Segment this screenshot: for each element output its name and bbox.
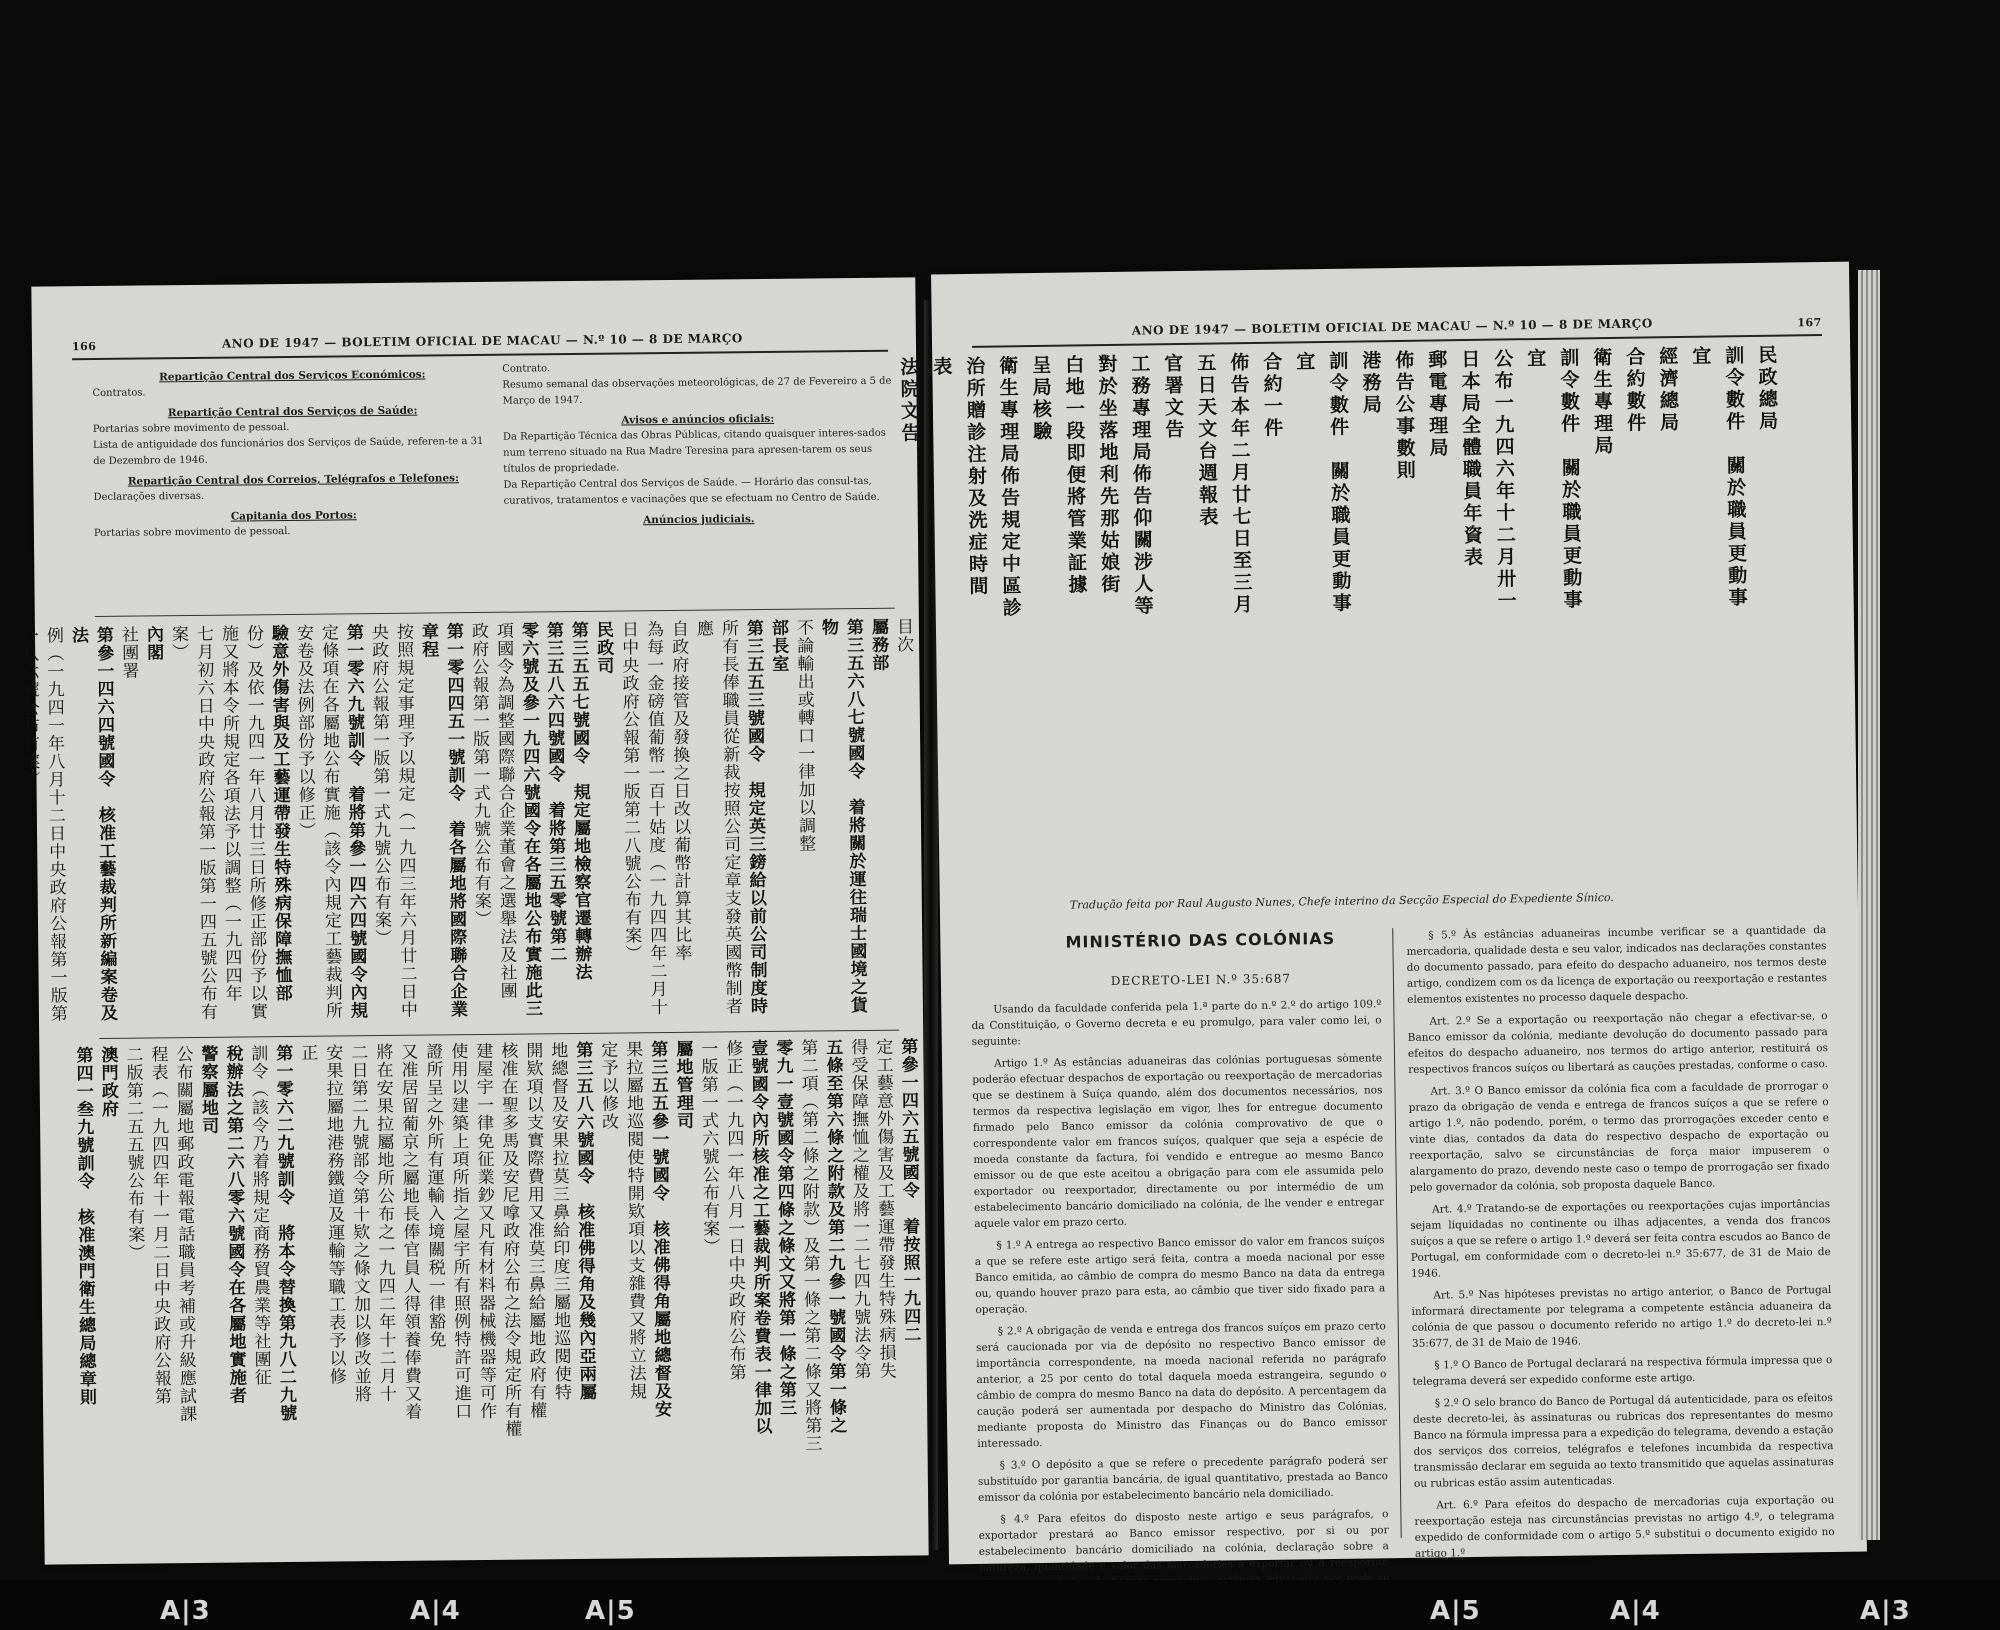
decree-title: DECRETO-LEI N.º 35:687: [1110, 971, 1292, 989]
page-edges: [1858, 270, 1880, 1540]
chinese-index-line: 核准在聖多馬及安尼嗱政府公布之法令規定所有權: [497, 1041, 522, 1438]
chinese-index-line: 地總督及安果拉莫三鼻給印度三屬地巡閱使特: [547, 1041, 572, 1402]
film-mark: A|5: [585, 1596, 636, 1626]
chinese-index-line: 定條項在各屬地公布實施（該令內規定工藝裁判所: [317, 623, 343, 1020]
summary-entry: Portarias sobre movimento de pessoal.: [92, 421, 290, 436]
chinese-index-line: 第三五五七號國令 規定屬地檢察官遷轉辦法: [567, 620, 592, 982]
decree-left-column: [971, 996, 1390, 1586]
chinese-index-line: 得受保障撫恤之權及將一二七四九號法令第: [847, 1037, 871, 1381]
chinese-index-line: 第四一叁九號訓令 核准澳門衛生總局總章則: [72, 1046, 97, 1407]
chinese-toc-line: 公布一九四六年十二月卅一: [1491, 348, 1517, 613]
chinese-index-line: 第三五八六號國令 核准佛得角及幾內亞兩屬: [572, 1040, 597, 1402]
decree-paragraph: § 1.º A entrega ao respectivo Banco emissor do valor em francos suíços a que se refere este artigo será feita, contra a moeda nacional por esse Banco emitida, ao câmbio de compra do mesmo Banco na data da entrega ou, quando houver prazo para esta, ao câmbio que tiver sido fixado para a operação.: [974, 1234, 1386, 1316]
chinese-toc-line: 五日天文台週報表: [1194, 352, 1219, 529]
chinese-index-line: 又准居留葡京之屬地長俸官員人得領養俸費又着: [397, 1042, 422, 1421]
right-page-header: [972, 312, 1822, 348]
chinese-index-line: 例（一九四一年八月十二日中央政府公報第一版第: [42, 626, 68, 1023]
chinese-toc-line: 民政總局: [1755, 344, 1779, 433]
decree-paragraph: Art. 4.º Tratando-se de exportações ou reexportações cujas importâncias sejam liquidadas no continente ou ilhas adjacentes, a venda dos francos suíços a que se refere o artigo 1.º deverá ser feita contra escudos ao Banco de Portugal, em conformidade com o decreto-lei n.º 35:677, de 31 de Maio de 1946.: [1410, 1198, 1831, 1280]
chinese-index-line: 央政府公報第一版第一式九號公布有案）: [367, 622, 392, 948]
film-mark: A|4: [1610, 1596, 1661, 1626]
chinese-toc-line: 佈告本年二月廿七日至三月: [1227, 352, 1253, 617]
chinese-index-line: 第參一四六五號國令 着按照一九四二: [897, 1037, 921, 1344]
chinese-index-line: 零六號及參一九四六號國令在各屬地公布實施此三: [517, 621, 543, 1018]
chinese-index-line: 驗意外傷害與及工藝運帶發生特殊病保障撫恤部: [267, 623, 292, 1003]
chinese-index-line: 將在安果拉屬地所公布之一九四二年十二月十: [372, 1042, 397, 1404]
chinese-index-line: 內閣: [142, 625, 164, 662]
chinese-index-line: 第一零六二九號訓令 將本令替換第九八二九號: [272, 1043, 297, 1423]
film-strip: [0, 1580, 2000, 1630]
mid-divider: [99, 1030, 899, 1039]
chinese-toc-line: 合約數件: [1623, 346, 1647, 435]
chinese-toc-line: 表: [930, 356, 953, 379]
chinese-toc-line: 訓令數件 關於職員更動事: [1722, 345, 1748, 610]
chinese-toc-line: 衛生專理局佈告規定中區診: [996, 355, 1022, 620]
chinese-toc-line: 官署文告: [1161, 352, 1185, 442]
chinese-toc-line: 郵電專理局: [1425, 349, 1449, 460]
chinese-index-line: 定工藝意外傷害及工藝運帶發生特殊病損失: [872, 1037, 896, 1380]
chinese-index-line: 屬地管理司: [672, 1039, 694, 1130]
summary-entry: Da Repartição Técnica das Obras Públicas, citando quaisquer interes-sados num terreno situado na Rua Madre Teresina para apresen-tarem os seus títulos de propriedade.: [502, 427, 886, 475]
chinese-index-line: 施又將本令所規定各項法予以調整（一九四四年: [217, 624, 242, 1003]
chinese-toc-line: 宜: [1689, 345, 1712, 368]
right-page-number: 167: [1797, 316, 1822, 330]
chinese-index-line: 民政司: [592, 620, 614, 675]
chinese-index-line: 定予以修改: [597, 1040, 619, 1131]
chinese-index-line: 證所呈之外所有運輸入境關税一律豁免: [422, 1042, 446, 1349]
decree-paragraph: § 4.º Para efeitos do disposto neste artigo e seus parágrafos, o exportador prestará ao Banco emissor respectivo, por si ou por estabelecimento bancário domiciliado na colónia, declaração sobre a natureza, quantidade e valor das mercadorias a exportar ou a reexportar, por onde se: [978, 1508, 1390, 1586]
decree-paragraph: § 2.º O selo branco do Banco de Portugal dá autenticidade, para os efeitos deste decreto-lei, às assinaturas ou rubricas dos representantes do mesmo Banco na fórmula impressa para a expedição do telegrama, devendo a estação dos serviços dos correios, telégrafos e telefones incumbida da respectiva transmissão declarar em seguida ao texto transmitido que aquelas assinaturas ou rubricas estão assim autenticadas.: [1412, 1391, 1834, 1490]
decree-paragraph: Art. 3.º O Banco emissor da colónia fica com a faculdade de prorrogar o prazo da obrigação de venda e entrega de francos suíços a que se refere o artigo 1.º, não podendo, porém, o termo das prorrogações exceder cento e vinte dias, contados da data do respectivo despacho de exportação ou reexportação, salvo se circunstâncias de força maior impuserem o alargamento do prazo, devendo neste caso o tempo de prorrogação ser fixado pelo governador da colónia, sob proposta daquele Banco.: [1408, 1080, 1830, 1194]
summary-divider: [95, 608, 895, 617]
chinese-index-line: 修正（一九四一年八月一日中央政府公布第: [722, 1039, 746, 1382]
chinese-toc-line: 日本局全體職員年資表: [1458, 348, 1484, 570]
chinese-index-line: 第二項（第二條之附款）及第一條之第二條又將第三: [797, 1038, 822, 1453]
chinese-index-line: 為每一金磅值葡幣一百十姑度（一九四四年二月十: [642, 620, 668, 1017]
decree-paragraph: Art. 5.º Nas hipóteses previstas no artigo anterior, o Banco de Portugal informará directamente por telegrama a competente estância aduaneira da colónia de que passou o documento referido no artigo 1.º do decreto-lei n.º 35:677, de 31 de Maio de 1946.: [1411, 1284, 1832, 1350]
chinese-index-line: 所有長俸職員從新裁按照公司定章支發英國幣制者應: [692, 619, 743, 1016]
film-mark: A|3: [1860, 1596, 1911, 1626]
left-page-header: [72, 328, 888, 361]
chinese-index-line: 自政府接管及發換之日改以葡幣計算其比率: [667, 619, 692, 962]
summary-heading: Avisos e anúncios oficiais:: [621, 412, 775, 427]
chinese-index-line: 零九一壹號國令第四條之條文又將第一條之第三: [772, 1038, 797, 1417]
chinese-index-line: 七月初六日中央政府公報第一版第一四五號公布有: [192, 624, 218, 1021]
ministry-heading: MINISTÉRIO DAS COLÓNIAS: [1065, 928, 1336, 952]
chinese-toc-line: 衛生專理局: [1590, 346, 1614, 458]
chinese-index-line: 警察屬地司: [197, 1044, 219, 1135]
chinese-index-line: 訓令（該令乃着將規定商務貿農業等社團征: [247, 1044, 271, 1387]
chinese-index-line: 正: [297, 1043, 318, 1062]
summary-entry: Da Repartição Central dos Serviços de Saúde. — Horário das consul-tas, curativos, tratamentos e vacinações que se efectuam no Centro de Saúde.: [503, 475, 880, 507]
chinese-index-line: 日中央政府公報第一版第二八號公布有案）: [617, 620, 642, 963]
chinese-index-line: 公布關屬地郵政電報電話職員考補或升級應試課: [172, 1045, 197, 1424]
left-running-title: ANO DE 1947 — BOLETIM OFICIAL DE MACAU — N.º 10 — 8 DE MARÇO: [221, 331, 743, 351]
chinese-index-line: 建屋宇一律免征業鈔又凡有材料器械機器等可作: [472, 1041, 497, 1421]
summary-entry: Resumo semanal das observações meteorológicas, de 27 de Fevereiro a 5 de Março de 1947.: [502, 375, 892, 407]
summary-heading: Repartição Central dos Correios, Telégrafos e Telefones:: [127, 472, 460, 488]
chinese-index-line: 一版第一式六號公布有案）: [697, 1039, 720, 1256]
chinese-index-line: 開欵項以支實際費用又准莫三鼻給屬地政府有權: [522, 1041, 547, 1420]
summary-heading: Repartição Central dos Serviços Económicos:: [159, 368, 426, 384]
chinese-index-line: 第參一四六四號國令 核准工藝裁判所新編案卷及法: [67, 625, 118, 1023]
chinese-index-line: 案）: [167, 625, 189, 662]
chinese-index-line: 第一零四四五一號訓令 着各屬地將國際聯合企業章程: [417, 622, 468, 1019]
summary-heading: Capitania dos Portos:: [230, 509, 357, 523]
chinese-toc-line: 對於坐落地利先那姑娘街: [1095, 353, 1121, 597]
decree-paragraph: Art. 2.º Se a exportação ou reexportação não chegar a efectivar-se, o Banco emissor da colónia, mediante devolução do documento passado para efeitos do despacho aduaneiro, nos termos do artigo anterior, restituirá os respectivos francos suíços ou libertará as cauções prestadas, conforme o caso.: [1407, 1010, 1829, 1076]
chinese-index-line: 二版第二五五號公布有案）: [122, 1045, 145, 1262]
chinese-index-line: 五條至第六條之附款及第二九參一號國令第一條之: [822, 1038, 847, 1435]
chinese-toc-line: 白地一段即便將管業証據: [1062, 354, 1088, 597]
summary-heading: Anúncios judiciais.: [642, 513, 755, 527]
chinese-toc-line: 合約一件: [1260, 351, 1284, 440]
chinese-toc-line: 訓令數件 關於職員更動事: [1326, 350, 1352, 615]
chinese-toc-line: 訓令數件 關於職員更動事: [1557, 347, 1583, 612]
chinese-index-line: 安果拉屬地港務鐵道及運輸等職工表予以修: [322, 1043, 346, 1386]
chinese-toc-line: 港務局: [1359, 350, 1383, 417]
chinese-index-line: 稅辦法之第二六八零六號國令在各屬地實施者: [222, 1044, 247, 1405]
right-running-title: ANO DE 1947 — BOLETIM OFICIAL DE MACAU — N.º 10 — 8 DE MARÇO: [1131, 316, 1653, 338]
decree-paragraph: Usando da faculdade conferida pela 1.ª parte do n.º 2.º do artigo 109.º da Constituição, o Governo decreta e eu promulgo, para valer como lei, o seguinte:: [971, 998, 1382, 1048]
chinese-index-line: 部長室: [767, 618, 789, 673]
summary-entry: Portarias sobre movimento de pessoal.: [93, 525, 291, 540]
summary-entry: Declarações diversas.: [93, 490, 205, 504]
chinese-index-line: 第三五八六四號國令 着將第三五零號第二: [542, 621, 567, 964]
lower-chinese-index: [72, 1037, 924, 1546]
left-page: [17, 277, 928, 1564]
chinese-index-line: 項國令為調整國際聯合企業董會之選舉法及社團: [492, 621, 517, 1000]
chinese-index-line: 目次: [892, 617, 914, 654]
chinese-index-line: 一八六號公布有案）: [17, 626, 40, 789]
chinese-index-line: 政府公報第一版第一式九號公布有案）: [467, 621, 492, 929]
translator-credit: Tradução feita por Raul Augusto Nunes, Chefe interino da Secção Especial do Expediente Sínico.: [1069, 890, 1614, 912]
chinese-toc-line: 呈局核驗: [1029, 354, 1053, 444]
chinese-index-line: 安卷及法例部份予以修正）: [292, 623, 316, 840]
chinese-toc-line: 宜: [1524, 347, 1547, 371]
film-mark: A|4: [410, 1596, 461, 1626]
decree-paragraph: Art. 6.º Para efeitos do despacho de mercadorias cuja exportação ou reexportação esteja nas circunstâncias previstas no artigo 4.º, o telegrama expedido de conformidade com o artigo 5.º substitui o documento exigido no artigo 1.º: [1414, 1493, 1835, 1560]
column-divider: [1392, 928, 1402, 1538]
decree-paragraph: § 2.º A obrigação de venda e entrega dos francos suíços em prazo certo será caucionada por via de depósito no respectivo Banco emissor de importância correspondente, na moeda nacional referida no parágrafo anterior, a 25 por cento do total daquela moeda estrangeira, segundo o câmbio de compra do mesmo Banco na data do depósito. A percentagem da caução poderá ser aumentada por despacho do Ministro das Colónias, mediante proposta do Ministro das Finanças ou do Banco emissor interessado.: [975, 1320, 1388, 1450]
summary-heading: Repartição Central dos Serviços de Saúde:: [167, 404, 418, 420]
chinese-index-line: 社團署: [117, 625, 139, 680]
upper-chinese-index: [17, 617, 919, 1031]
chinese-index-line: 份）及依一九四一年八月廿三日所修正部份予以實: [242, 624, 268, 1021]
chinese-index-line: 第三五六八七號國令 着將關於運往瑞士國境之貨物: [817, 617, 867, 1015]
chinese-index-line: 屬務部: [867, 617, 889, 672]
chinese-toc-line: 佈告公事數則: [1392, 349, 1416, 483]
chinese-index-line: 程表（一九四四年十一月二日中央政府公報第: [147, 1045, 172, 1406]
summary-entry: Lista de antiguidade dos funcionários dos Serviços de Saúde, referen-te a 31 de Dezembro de 1946.: [92, 435, 484, 468]
chinese-index-line: 澳門政府: [97, 1045, 119, 1119]
chinese-toc-line: 治所贈診注射及洗症時間: [963, 355, 989, 599]
chinese-index-line: 壹號國令內所核准之工藝裁判所案卷費表一律加以: [747, 1038, 772, 1436]
chinese-index-line: 按照規定事理予以規定（一九四三年六月廿二日中: [392, 622, 418, 1019]
decree-right-column: [1406, 922, 1835, 1560]
summary-entry: Contratos.: [92, 387, 146, 400]
chinese-toc-line: 經濟總局: [1656, 346, 1680, 435]
decree-paragraph: § 1.º O Banco de Portugal declarará na respectiva fórmula impressa que o telegrama deverá ser expedido conforme este artigo.: [1412, 1353, 1833, 1388]
chinese-index-line: 果拉屬地巡閱使特開欵項以支雜費又將立法規: [622, 1040, 647, 1401]
chinese-index-line: 第三五五參一號國令 核准佛得角屬地總督及安: [647, 1040, 672, 1419]
decree-paragraph: § 5.º Às estâncias aduaneiras incumbe verificar se a quantidade da mercadoria, qualidade desta e seu valor, indicados nas declarações constantes do documento passado, para efeito do despacho aduaneiro, nos termos deste artigo, condizem com os da licença de exportação ou reexportação e restantes elementos existentes no processo daquele despacho.: [1406, 924, 1828, 1006]
film-mark: A|3: [160, 1596, 211, 1626]
summary-entry: Contrato.: [502, 363, 551, 375]
chinese-toc-line: 宜: [1293, 351, 1316, 374]
chinese-toc-line: 法院文告: [897, 356, 921, 445]
chinese-index-line: 第三五五三號國令 規定英三鎊給以前公司制度時: [742, 619, 768, 1016]
left-page-number: 166: [71, 339, 97, 354]
film-mark: A|5: [1430, 1596, 1481, 1626]
summary-left-column: [92, 362, 494, 542]
chinese-toc-line: 工務專理局佈告仰關涉人等: [1128, 353, 1154, 618]
decree-paragraph: Artigo 1.º As estâncias aduaneiras das colónias portuguesas sòmente poderão efectuar despachos de exportação ou reexportação de mercadorias que se destinem à Suíça quando, além dos documentos necessários, nos termos da respectiva legislação em vigor, lhes for entregue documento firmado pelo Banco emissor da colónia comprovativo de que o correspondente valor em francos suíços, qualquer que seja a espécie de moeda constante da factura, foi vendido e entregue ao mesmo Banco emissor ou de que este aceitou a obrigação para com ele assumida pelo exportador ou reexportador, directamente ou por intermédio de um estabelecimento bancário domiciliado na colónia, de lhe vender e entregar aquele valor em prazo certo.: [972, 1052, 1385, 1230]
chinese-index-line: 不論輸出或轉口一律加以調整: [792, 618, 816, 853]
summary-right-column: [502, 358, 894, 530]
chinese-index-line: 第一零六九號訓令 着將第參一四六四號國令內規: [342, 623, 368, 1020]
chinese-index-line: 使用以建築上項所指之屋宇所有照例特許可進口: [447, 1042, 472, 1421]
chinese-index-line: 二日第二九號部令第十欵之條文加以修改並將: [347, 1043, 372, 1404]
decree-paragraph: § 3.º O depósito a que se refere o precedente parágrafo poderá ser substituído por garantia bancária, de igual quantitativo, prestada ao Banco emissor da colónia por estabelecimento bancário nela domiciliado.: [977, 1454, 1388, 1504]
